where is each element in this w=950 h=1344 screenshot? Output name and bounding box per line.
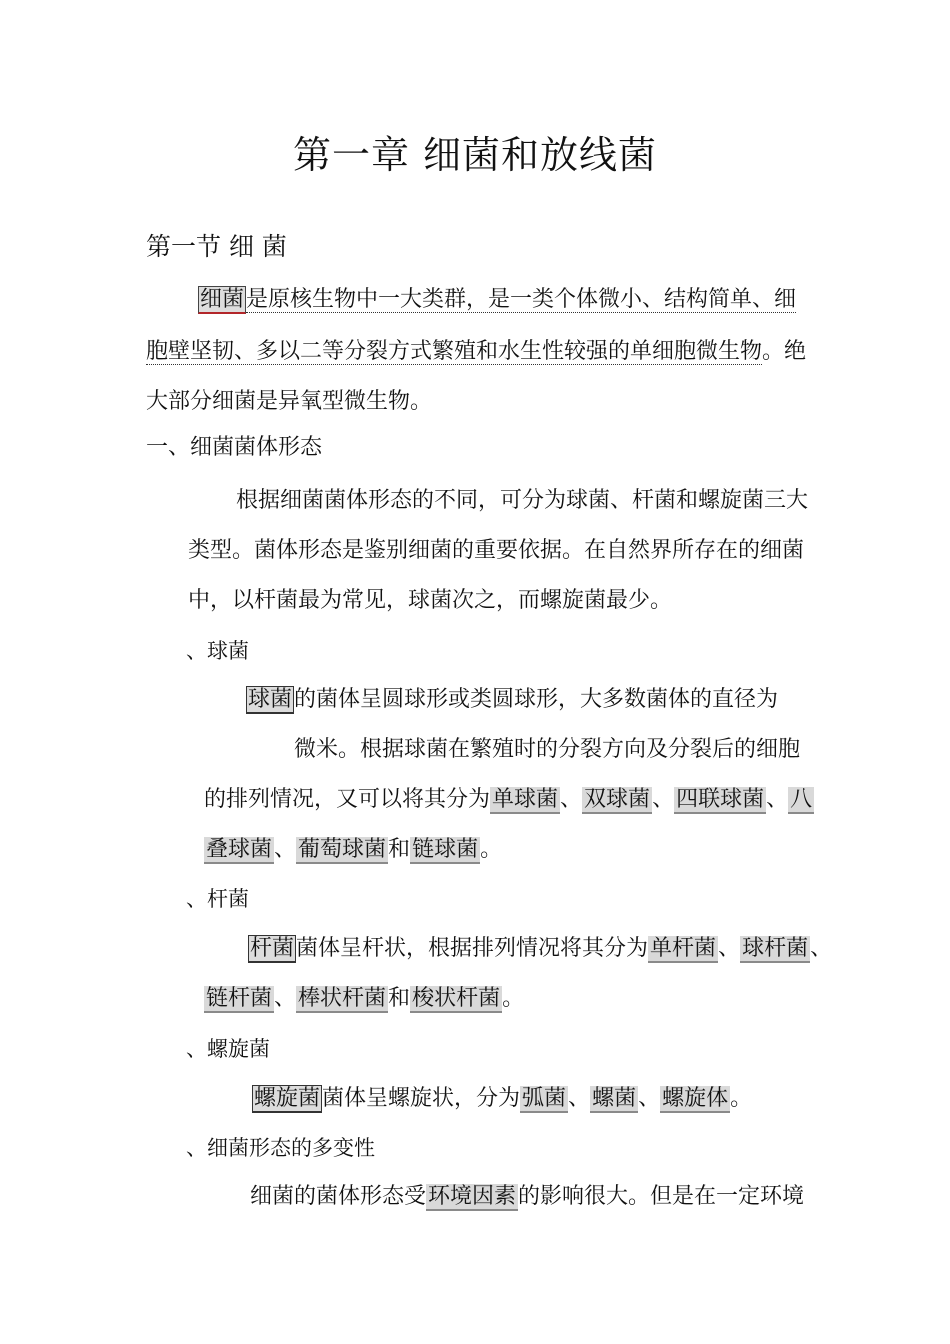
p1-line-2: 类型。菌体形态是鉴别细菌的重要依据。在自然界所存在的细菌 xyxy=(188,538,805,563)
term-spirillum[interactable]: 螺菌 xyxy=(592,1086,637,1111)
term-coccus[interactable]: 球菌 xyxy=(248,687,293,712)
term-vibrio[interactable]: 弧菌 xyxy=(522,1086,567,1111)
coccus-line-1-text: 的菌体呈圆球形或类圆球形，大多数菌体的直径为 xyxy=(294,687,779,712)
term-streptobacillus[interactable]: 链杆菌 xyxy=(206,986,273,1011)
chapter-title: 第一章 细菌和放线菌 xyxy=(292,133,658,177)
separator: 、 xyxy=(274,986,297,1011)
coccus-line-3 xyxy=(204,785,814,815)
term-sarcina-end[interactable]: 叠球菌 xyxy=(206,837,273,862)
subheading-coccus: 、球菌 xyxy=(186,639,249,663)
subheading-bacillus: 、杆菌 xyxy=(186,887,249,911)
bacillus-line-1 xyxy=(248,934,832,964)
term-streptococcus[interactable]: 链球菌 xyxy=(412,837,479,862)
spiral-line-1-text: 菌体呈螺旋状，分为 xyxy=(322,1086,521,1111)
term-monococcus[interactable]: 单球菌 xyxy=(492,787,559,812)
term-sarcina-start[interactable]: 八 xyxy=(790,787,813,812)
term-spirillum-group[interactable]: 螺旋菌 xyxy=(254,1086,321,1111)
subheading-variability: 、细菌形态的多变性 xyxy=(186,1136,375,1160)
term-spirochete[interactable]: 螺旋体 xyxy=(662,1086,729,1111)
period: 。 xyxy=(480,837,503,862)
separator: 、 xyxy=(560,787,583,812)
separator: 、 xyxy=(810,936,833,961)
term-diplococcus[interactable]: 双球菌 xyxy=(584,787,651,812)
conjunction: 和 xyxy=(388,986,411,1011)
period: 。 xyxy=(730,1086,753,1111)
bacillus-line-1-text: 菌体呈杆状，根据排列情况将其分为 xyxy=(296,936,649,961)
intro-line-3: 大部分细菌是异氧型微生物。 xyxy=(146,389,433,414)
variability-text-pre: 细菌的菌体形态受 xyxy=(250,1184,427,1209)
term-tetrad[interactable]: 四联球菌 xyxy=(676,787,765,812)
intro-line-2-text: 胞壁坚韧、多以二等分裂方式繁殖和水生性较强的单细胞微生物 xyxy=(146,339,763,364)
term-bacillus[interactable]: 杆菌 xyxy=(250,936,295,961)
heading-morphology: 一、细菌菌体形态 xyxy=(146,435,323,460)
coccus-line-1 xyxy=(246,685,778,715)
coccus-line-2: 微米。根据球菌在繁殖时的分裂方向及分裂后的细胞 xyxy=(294,737,801,762)
separator: 、 xyxy=(766,787,789,812)
term-clostridium[interactable]: 梭状杆菌 xyxy=(412,986,501,1011)
variability-text-post: 的影响很大。但是在一定环境 xyxy=(518,1184,805,1209)
term-staphylococcus[interactable]: 葡萄球菌 xyxy=(298,837,387,862)
term-bacteria[interactable]: 细菌 xyxy=(200,287,245,312)
variability-line-1 xyxy=(250,1182,804,1212)
subheading-spiral: 、螺旋菌 xyxy=(186,1037,270,1061)
spiral-line-1 xyxy=(252,1084,752,1114)
separator: 、 xyxy=(718,936,741,961)
intro-line-1 xyxy=(198,285,796,315)
intro-line-2 xyxy=(146,337,806,367)
period: 。 xyxy=(502,986,525,1011)
separator: 、 xyxy=(652,787,675,812)
separator: 、 xyxy=(568,1086,591,1111)
conjunction: 和 xyxy=(388,837,411,862)
term-coccobacillus[interactable]: 球杆菌 xyxy=(742,936,809,961)
section-heading: 第一节 细 菌 xyxy=(146,232,287,261)
intro-line-2-end: 。绝 xyxy=(762,339,807,364)
coccus-line-4 xyxy=(204,835,502,865)
separator: 、 xyxy=(638,1086,661,1111)
p1-line-3: 中，以杆菌最为常见，球菌次之，而螺旋菌最少。 xyxy=(188,588,673,613)
p1-line-1: 根据细菌菌体形态的不同，可分为球菌、杆菌和螺旋菌三大 xyxy=(236,488,809,513)
bacillus-line-2 xyxy=(204,984,524,1014)
separator: 、 xyxy=(274,837,297,862)
term-corynebacterium[interactable]: 棒状杆菌 xyxy=(298,986,387,1011)
term-environment[interactable]: 环境因素 xyxy=(428,1184,517,1209)
term-single-bacillus[interactable]: 单杆菌 xyxy=(650,936,717,961)
intro-line-1-text: 是原核生物中一大类群，是一类个体微小、结构简单、细 xyxy=(246,287,797,312)
coccus-line-3-text: 的排列情况，又可以将其分为 xyxy=(204,787,491,812)
